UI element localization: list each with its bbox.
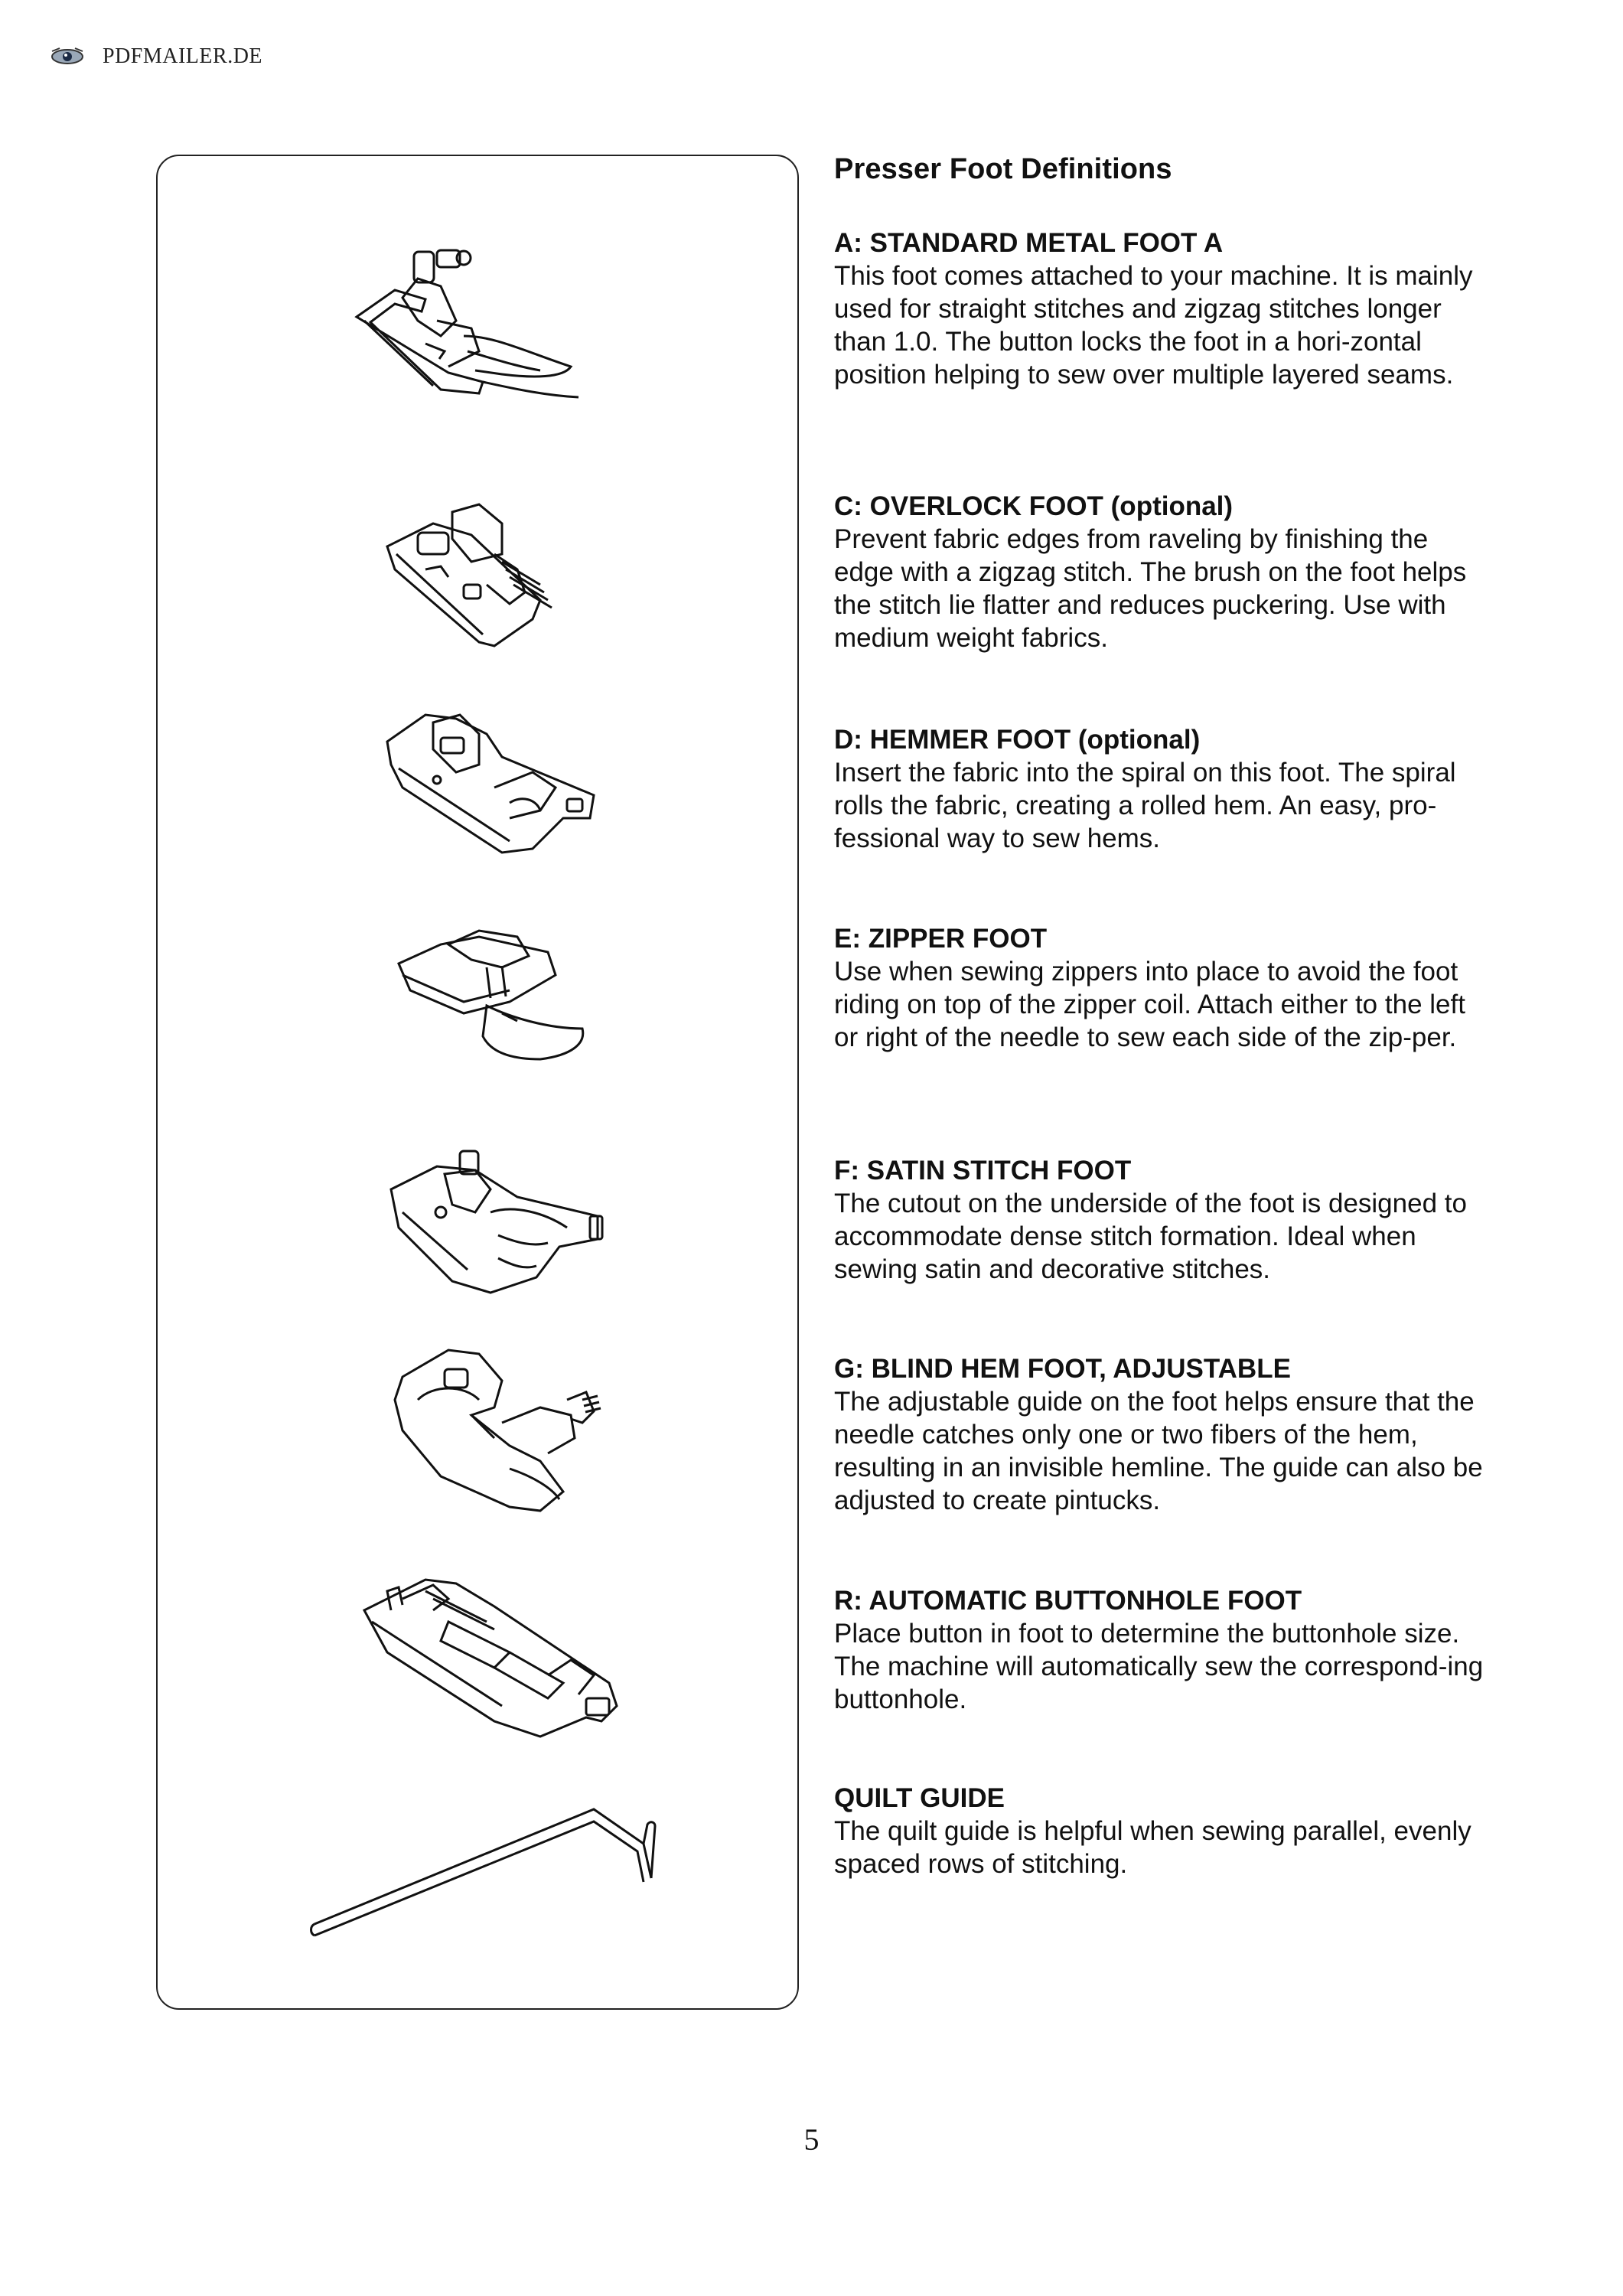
eye-icon — [49, 47, 86, 67]
zipper-foot-illustration — [395, 921, 586, 1071]
watermark-text: PDFMAILER.DE — [103, 44, 263, 68]
hemmer-foot-illustration — [380, 703, 601, 868]
definition-title: D: HEMMER FOOT (optional) — [834, 725, 1201, 755]
definition-title: F: SATIN STITCH FOOT — [834, 1156, 1132, 1186]
watermark — [49, 44, 262, 69]
definition-text: This foot comes attached to your machine. It is mainly used for straight stitches and zigzag stitches longer than 1.0. The button locks the foot in a hori-zontal position helping to sew over multiple layered seams. — [834, 261, 1473, 390]
definition-title: R: AUTOMATIC BUTTONHOLE FOOT — [834, 1586, 1302, 1616]
definition-title: C: OVERLOCK FOOT (optional) — [834, 491, 1234, 521]
definition-hemmer-foot — [834, 723, 1492, 855]
buttonhole-foot-illustration — [357, 1568, 632, 1748]
definition-overlock-foot — [834, 490, 1492, 654]
definition-text: Place button in foot to determine the buttonhole size. The machine will automatically sew the correspond-ing buttonhole. — [834, 1619, 1484, 1714]
page-title: Presser Foot Definitions — [834, 153, 1172, 185]
definition-satin-stitch-foot — [834, 1154, 1492, 1286]
definition-text: Insert the fabric into the spiral on this foot. The spiral rolls the fabric, creating a rolled hem. An easy, pro-fessional way to sew hems. — [834, 758, 1456, 853]
illustration-panel — [156, 155, 799, 2010]
page-number: 5 — [803, 2122, 820, 2157]
definition-title: E: ZIPPER FOOT — [834, 924, 1048, 954]
standard-foot-illustration — [349, 244, 578, 416]
definition-blind-hem-foot — [834, 1352, 1492, 1517]
definition-title: A: STANDARD METAL FOOT A — [834, 228, 1224, 258]
definition-title: QUILT GUIDE — [834, 1783, 1005, 1813]
definition-standard-foot — [834, 227, 1492, 391]
definition-buttonhole-foot — [834, 1584, 1492, 1716]
definition-quilt-guide — [834, 1782, 1492, 1880]
definition-title: G: BLIND HEM FOOT, ADJUSTABLE — [834, 1354, 1291, 1384]
definition-text: The quilt guide is helpful when sewing parallel, evenly spaced rows of stitching. — [834, 1816, 1471, 1879]
satin-stitch-foot-illustration — [383, 1143, 605, 1300]
quilt-guide-illustration — [307, 1802, 689, 1958]
definition-zipper-foot — [834, 922, 1492, 1054]
definition-text: The cutout on the underside of the foot is designed to accommodate dense stitch formation. Ideal when sewing satin and decorative stitches. — [834, 1189, 1467, 1284]
definition-text: The adjustable guide on the foot helps ensure that the needle catches only one or two fibers of the hem, resulting in an invisible hemline. The guide can also be adjusted to create pintucks. — [834, 1387, 1483, 1515]
blind-hem-foot-illustration — [387, 1339, 601, 1518]
definition-text: Prevent fabric edges from raveling by finishing the edge with a zigzag stitch. The brush on the foot helps the stitch lie flatter and reduces puckering. Use with medium weight fabrics. — [834, 524, 1467, 653]
definition-text: Use when sewing zippers into place to avoid the foot riding on top of the zipper coil. Attach either to the left or right of the needle to sew each side of the zip-per. — [834, 957, 1465, 1052]
overlock-foot-illustration — [380, 493, 571, 657]
